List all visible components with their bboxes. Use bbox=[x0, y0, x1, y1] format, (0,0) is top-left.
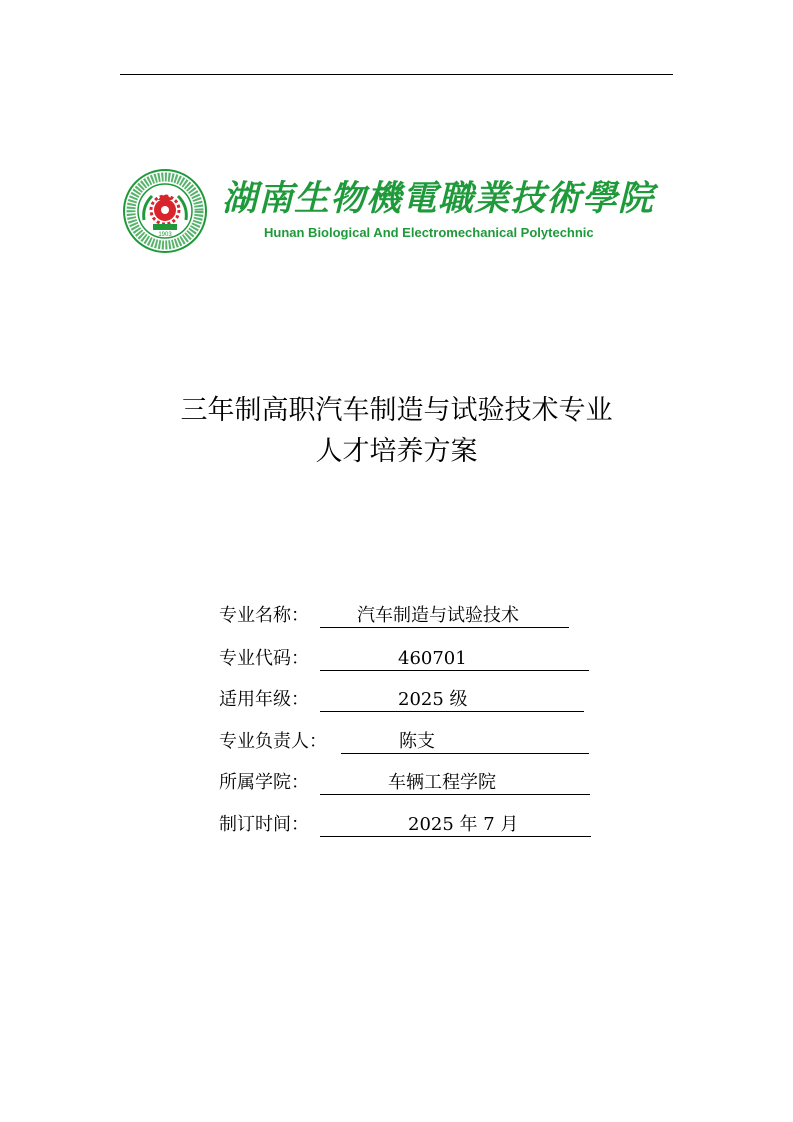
field-value-line bbox=[320, 813, 591, 837]
field-label: 专业代码： bbox=[219, 648, 309, 669]
school-logo bbox=[122, 168, 672, 253]
field-value: 汽车制造与试验技术 bbox=[357, 605, 519, 626]
field-value: 460701 bbox=[398, 648, 467, 669]
field-label: 制订时间： bbox=[219, 814, 309, 835]
field-value: 2025 年 7 月 bbox=[408, 814, 519, 835]
field-label: 专业名称： bbox=[219, 605, 309, 626]
field-value-line bbox=[341, 730, 589, 754]
document-title-line-2: 人才培养方案 bbox=[315, 436, 478, 467]
header-rule bbox=[120, 74, 673, 75]
seal-year: 1903 bbox=[158, 232, 172, 238]
field-date bbox=[219, 813, 519, 837]
field-value-line bbox=[320, 688, 584, 712]
field-label: 所属学院： bbox=[219, 772, 309, 793]
field-leader bbox=[219, 730, 435, 754]
school-name-english: Hunan Biological And Electromechanical Polytechnic bbox=[264, 225, 594, 240]
field-label: 适用年级： bbox=[219, 689, 309, 710]
field-college bbox=[219, 771, 496, 795]
field-value-line bbox=[320, 771, 590, 795]
school-seal-icon bbox=[122, 168, 208, 254]
field-value: 陈支 bbox=[399, 731, 435, 752]
field-major-name bbox=[219, 604, 519, 628]
field-grade bbox=[219, 688, 468, 712]
field-value-line bbox=[320, 604, 569, 628]
field-value: 车辆工程学院 bbox=[388, 772, 496, 793]
document-title-line-1: 三年制高职汽车制造与试验技术专业 bbox=[180, 395, 613, 426]
field-value: 2025 级 bbox=[398, 689, 468, 710]
field-major-code bbox=[219, 647, 467, 671]
field-value-line bbox=[320, 647, 589, 671]
school-name-chinese: 湖南生物機電職業技術學院 bbox=[222, 179, 655, 219]
field-label: 专业负责人： bbox=[219, 731, 327, 752]
